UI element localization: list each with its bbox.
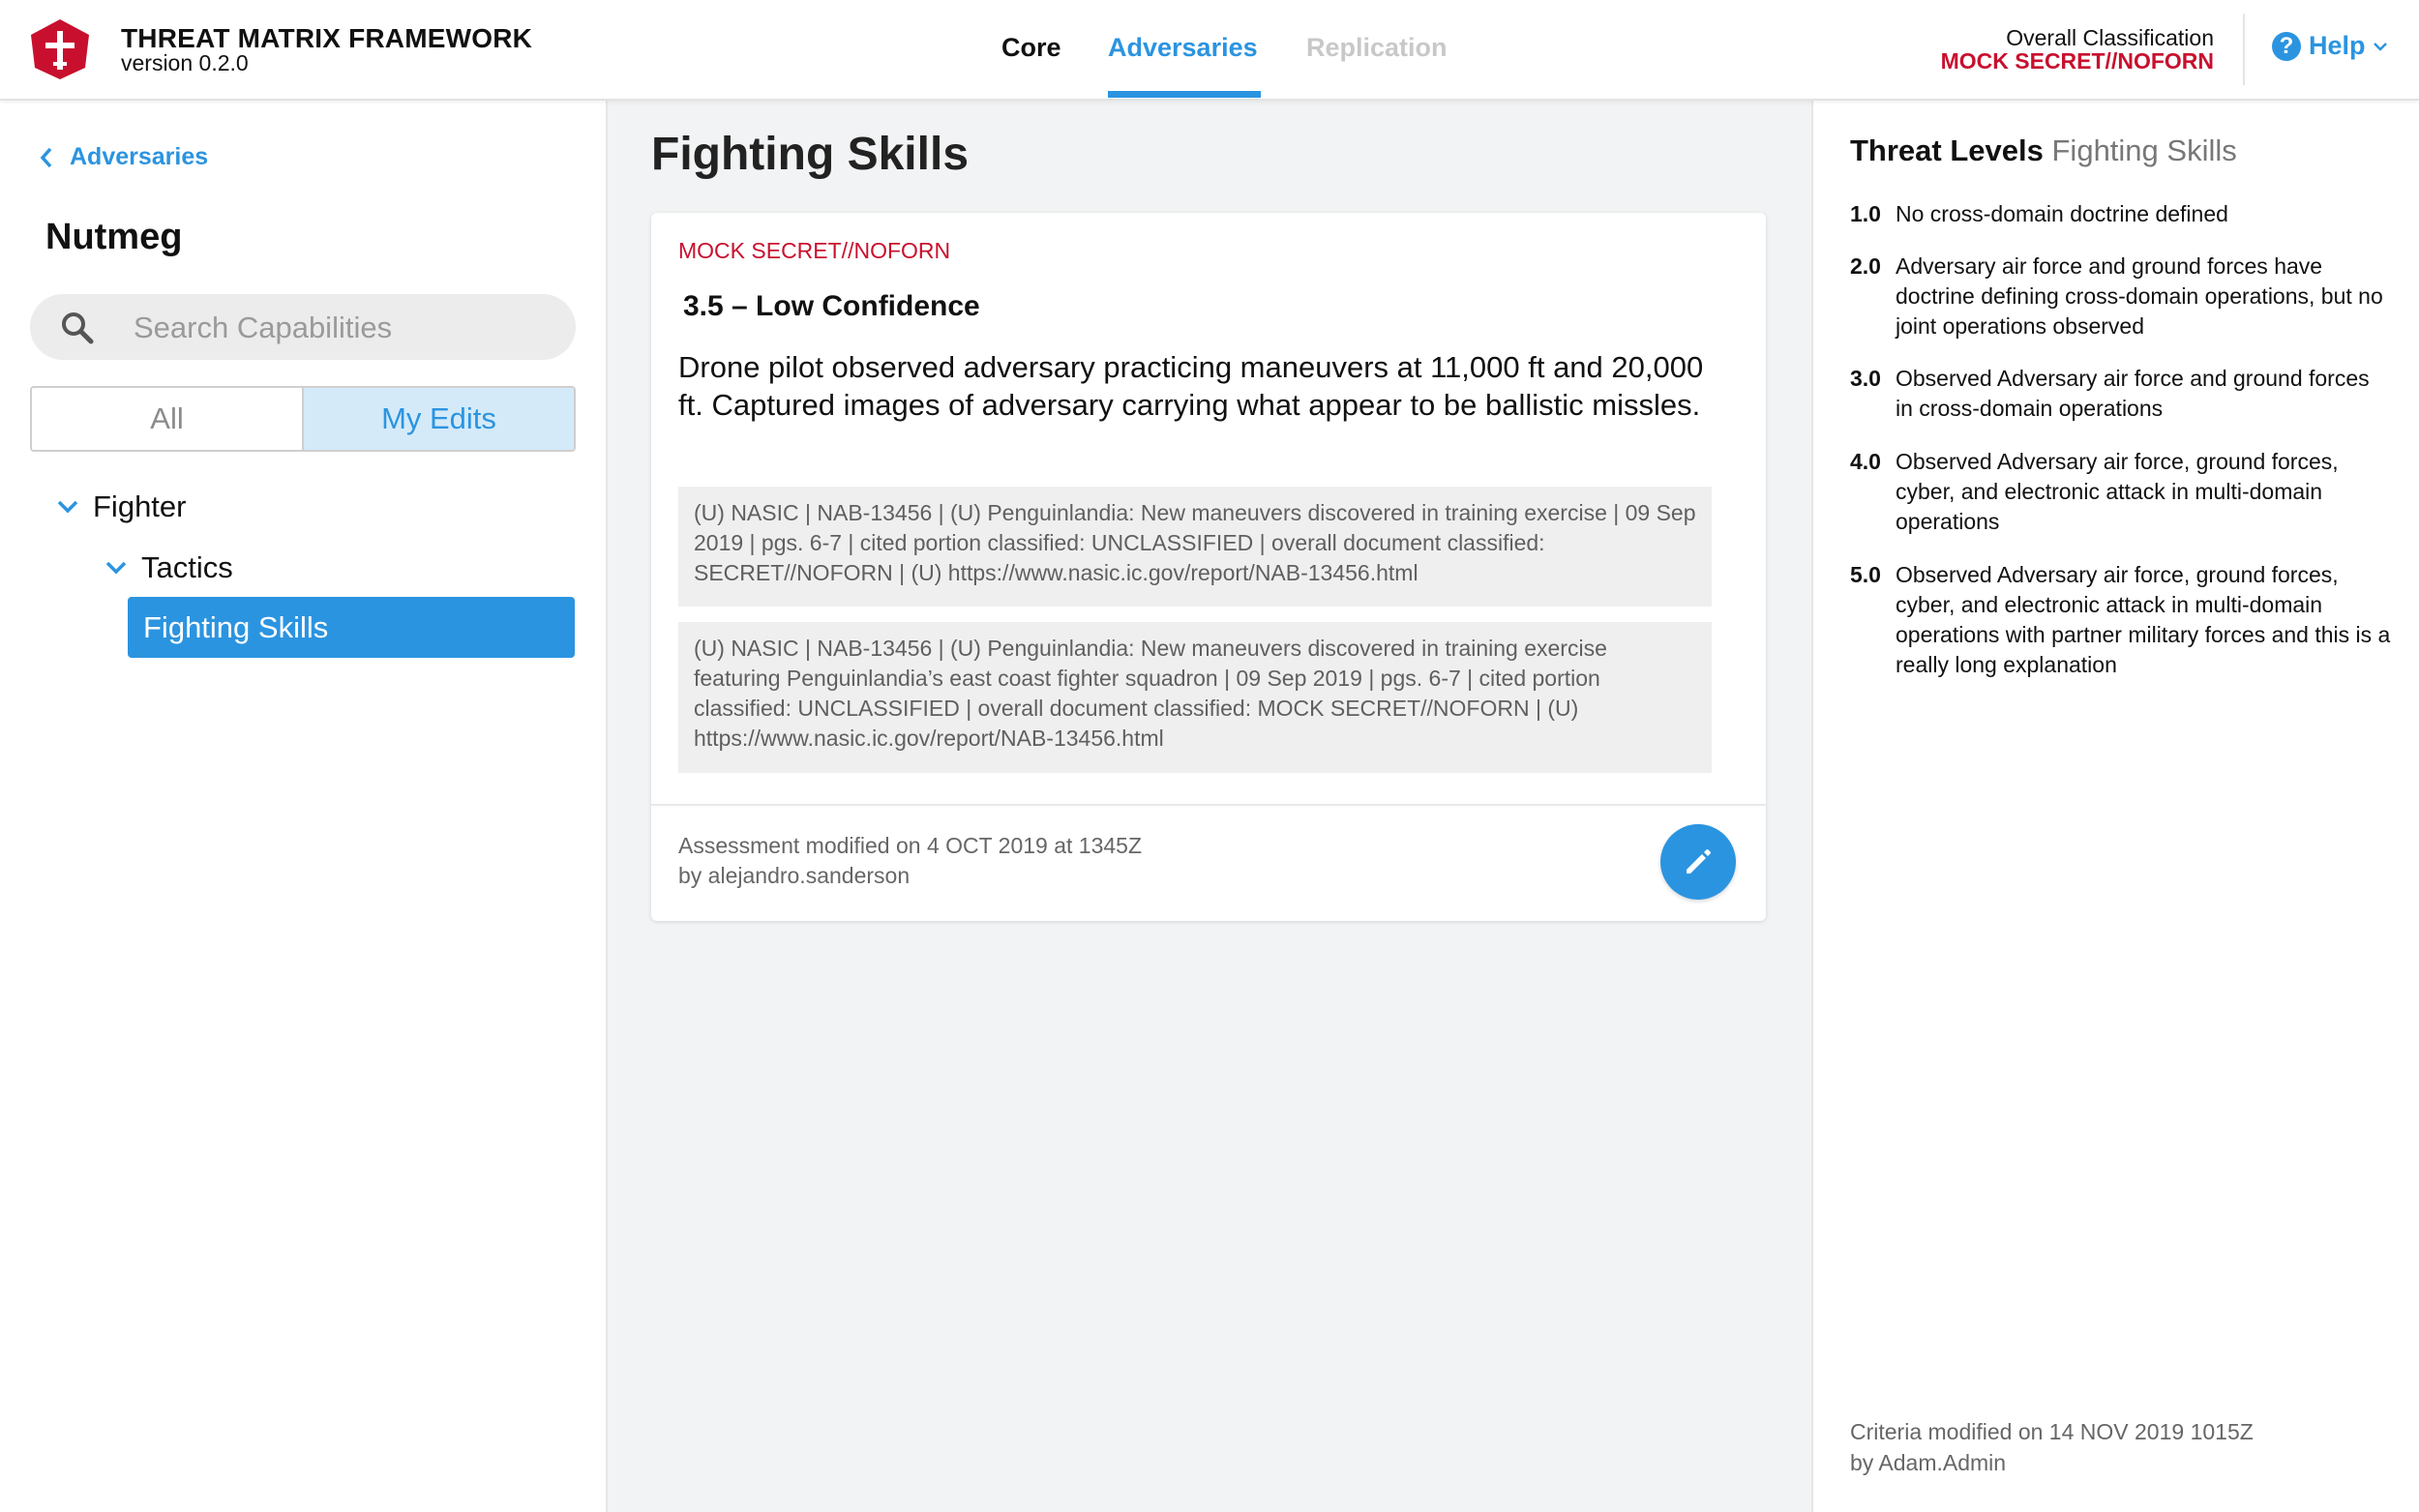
tree-item-label: Tactics	[141, 550, 233, 584]
tab-adversaries[interactable]: Adversaries	[1108, 33, 1258, 62]
active-tab-indicator	[1108, 91, 1261, 98]
modified-date: Assessment modified on 4 OCT 2019 at 1345Z	[678, 833, 1143, 858]
page-title: Fighting Skills	[651, 129, 970, 180]
chevron-left-icon	[39, 146, 54, 169]
shield-logo-icon	[27, 17, 93, 81]
filter-my-edits-button[interactable]: My Edits	[304, 388, 574, 450]
threat-level-number: 1.0	[1850, 201, 1881, 226]
threat-levels-title-sub: Fighting Skills	[2051, 133, 2237, 167]
assessment-modified-info	[678, 831, 1142, 891]
threat-level-number: 3.0	[1850, 366, 1881, 391]
threat-levels-panel	[1811, 99, 2419, 1512]
chevron-down-icon	[2372, 41, 2389, 52]
card-divider	[651, 804, 1766, 806]
chevron-down-icon	[105, 560, 128, 576]
threat-levels-title	[1850, 133, 2237, 168]
edit-filter-toggle	[30, 386, 576, 452]
tab-core[interactable]: Core	[1001, 33, 1061, 62]
threat-level-text: No cross-domain doctrine defined	[1896, 201, 2228, 226]
criteria-modified-by: by Adam.Admin	[1850, 1450, 2007, 1475]
adversary-name: Nutmeg	[45, 217, 183, 257]
threat-level-number: 5.0	[1850, 562, 1881, 587]
threat-level-text: Observed Adversary air force and ground forces in cross-domain operations	[1896, 366, 2370, 421]
search-capabilities-input[interactable]	[132, 306, 552, 350]
citation-block: (U) NASIC | NAB-13456 | (U) Penguinlandia: New maneuvers discovered in training exercise | 09 Sep 2019 | pgs. 6-7 | cited portion classified: UNCLASSIFIED | overall document classified: SECRET//NOFORN | (U) https://www.nasic.ic.gov/report/NAB-13456.html	[678, 487, 1712, 607]
threat-level-item	[1850, 447, 2392, 537]
classification-label: Overall Classification	[2006, 25, 2214, 50]
tree-item-fighter[interactable]	[56, 489, 186, 524]
threat-level-text: Adversary air force and ground forces have doctrine defining cross-domain operations, but no joint operations observed	[1896, 253, 2383, 339]
chevron-down-icon	[56, 499, 79, 515]
search-icon	[61, 311, 94, 344]
criteria-modified-date: Criteria modified on 14 NOV 2019 1015Z	[1850, 1419, 2254, 1444]
modified-by: by alejandro.sanderson	[678, 863, 911, 888]
left-sidebar	[0, 99, 608, 1512]
tab-replication[interactable]: Replication	[1306, 33, 1448, 62]
threat-levels-title-main: Threat Levels	[1850, 133, 2044, 167]
confidence-heading: 3.5 – Low Confidence	[683, 290, 980, 322]
threat-level-item	[1850, 560, 2392, 680]
threat-level-item	[1850, 364, 2392, 424]
pencil-icon	[1681, 845, 1716, 879]
tree-item-label: Fighter	[93, 489, 187, 523]
tree-item-fighting-skills[interactable]: Fighting Skills	[128, 597, 575, 658]
threat-level-number: 4.0	[1850, 449, 1881, 474]
help-menu-button[interactable]	[2272, 31, 2389, 61]
back-link-label: Adversaries	[70, 143, 209, 170]
help-icon: ?	[2272, 32, 2301, 61]
help-label: Help	[2309, 31, 2366, 60]
card-classification: MOCK SECRET//NOFORN	[678, 238, 951, 263]
tree-item-tactics[interactable]	[105, 550, 233, 585]
citation-block: (U) NASIC | NAB-13456 | (U) Penguinlandia: New maneuvers discovered in training exercise featuring Penguinlandia’s east coast fighter squadron | 09 Sep 2019 | pgs. 6-7 | cited portion classified: UNCLASSIFIED | overall document classified: MOCK SECRET//NOFORN | (U) https://www.nasic.ic.gov/report/NAB-13456.html	[678, 622, 1712, 773]
app-title: THREAT MATRIX FRAMEWORK	[121, 23, 533, 53]
edit-assessment-button[interactable]	[1660, 824, 1736, 900]
top-header	[0, 0, 2419, 101]
threat-level-text: Observed Adversary air force, ground forces, cyber, and electronic attack in multi-domain operations	[1896, 449, 2339, 534]
assessment-text: Drone pilot observed adversary practicing maneuvers at 11,000 ft and 20,000 ft. Captured images of adversary carrying what appear to be ballistic missles.	[678, 350, 1704, 422]
back-to-adversaries-link[interactable]	[39, 143, 208, 171]
header-divider	[2243, 14, 2245, 85]
search-box	[30, 294, 576, 360]
threat-level-item	[1850, 252, 2392, 341]
app-version: version 0.2.0	[121, 50, 249, 75]
classification-value: MOCK SECRET//NOFORN	[1940, 48, 2214, 74]
threat-level-text: Observed Adversary air force, ground forces, cyber, and electronic attack in multi-domain operations with partner military forces and this is a really long explanation	[1896, 562, 2391, 677]
main-content	[608, 99, 1811, 1512]
filter-all-button[interactable]: All	[32, 388, 304, 450]
threat-level-item	[1850, 199, 2392, 229]
assessment-card	[651, 213, 1766, 921]
criteria-modified-info	[1850, 1416, 2254, 1478]
threat-level-number: 2.0	[1850, 253, 1881, 279]
